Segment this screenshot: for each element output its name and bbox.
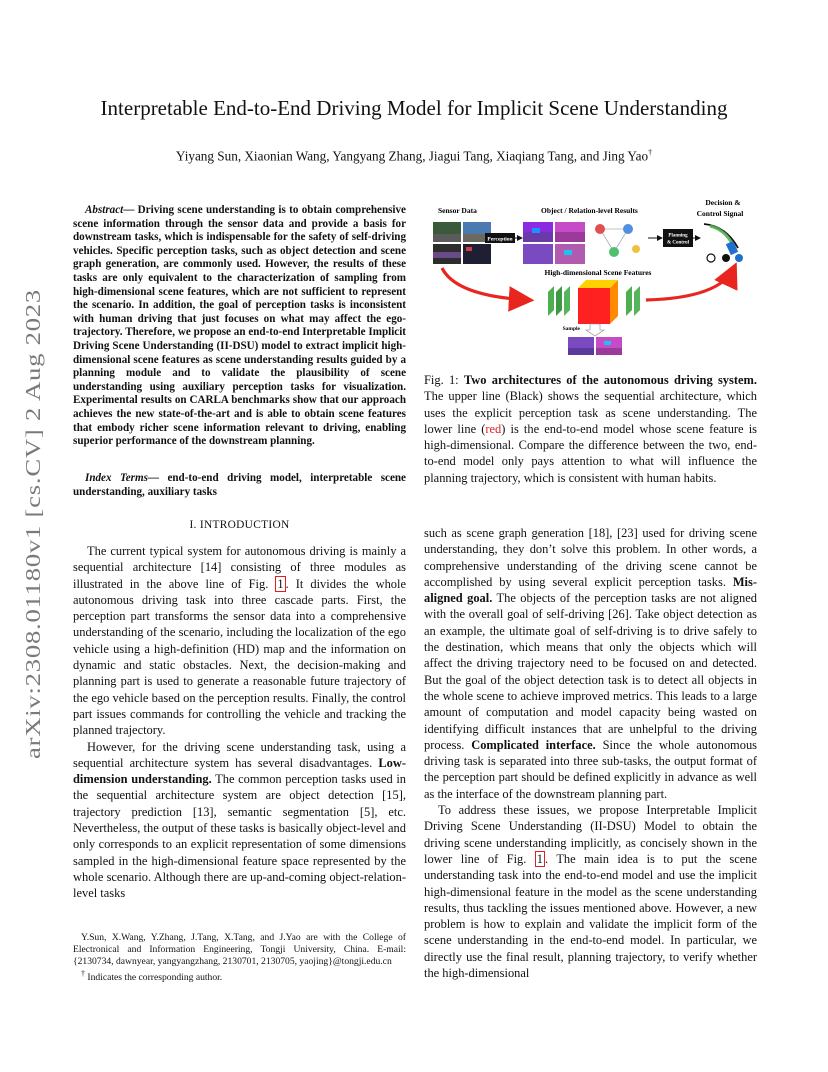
caption-red-word: red <box>485 421 502 436</box>
intro-right-paragraph-1 <box>424 525 757 802</box>
paper-title: Interpretable End-to-End Driving Model for Implicit Scene Understanding <box>100 96 728 120</box>
steering-wheel-icon <box>707 254 715 262</box>
section-first-letter: I <box>199 519 204 531</box>
index-terms-label: Index Terms <box>85 472 148 484</box>
index-terms-text: end-to-end driving model, interpretable scene understanding, auxiliary tasks <box>73 472 406 498</box>
section-heading-introduction <box>73 519 406 531</box>
figure-1-caption <box>424 372 757 486</box>
footnote <box>73 932 406 984</box>
introduction-left-column <box>73 543 406 902</box>
sensor-images <box>433 222 491 264</box>
red-arrow-in <box>442 268 528 300</box>
planning-box-line2: & Control <box>667 240 689 246</box>
decision-label-line1: Decision & <box>705 198 741 207</box>
sample-images <box>568 337 622 355</box>
authors-text: Yiyang Sun, Xiaonian Wang, Yangyang Zhang, Jiagui Tang, Xiaqiang Tang, and Jing Yao <box>175 148 649 164</box>
section-number: I. <box>189 519 200 531</box>
sample-label: Sample <box>562 326 580 332</box>
footnote-corresponding-text: Indicates the corresponding author. <box>85 972 223 984</box>
architecture-diagram <box>428 196 758 368</box>
throttle-icon <box>735 254 743 262</box>
feature-cube <box>578 280 618 324</box>
caption-bold: Two architectures of the autonomous driving system. <box>463 373 757 387</box>
intro-p1-text-a: The current typical system for autonomous driving is mainly a sequential architecture [14] consisting of three modules as illustrated in the above line of Fig. <box>73 544 406 591</box>
misaligned-goal-heading: Mis-aligned goal. <box>424 574 757 606</box>
decision-label-line2: Control Signal <box>696 209 744 218</box>
red-arrow-out <box>646 268 734 300</box>
intro-right-p2-text-a: To address these issues, we propose Interpretable Implicit Driving Scene Understanding (II-DSU) Model to obtain the driving scene understanding implicitly, as concisely shown in the lower line of Fig. <box>424 803 757 866</box>
feature-blocks-right <box>626 286 640 316</box>
intro-right-p2-text-b: . The main idea is to put the scene understanding task into the end-to-end model and use the implicit high-dimensional feature in the model as the scene understanding results, thus tackling the issues mentioned above. However, a new problem is how to explain and validate the implicit form of the scene understanding in the end-to-end model. In particular, we directly use the final result, planning trajectory, to verify whether the high-dimensional <box>424 851 758 981</box>
object-results-images <box>523 222 585 264</box>
complicated-interface-heading: Complicated interface. <box>471 737 596 752</box>
footnote-dagger: † <box>81 969 85 978</box>
low-dimension-heading: Low-dimension understanding. <box>73 755 406 787</box>
sensor-data-label: Sensor Data <box>438 206 477 215</box>
abstract-text: Driving scene understanding is to obtain comprehensive scene information through the sensor data and provide a basis for downstream tasks, which is indispensable for the safety of self-driving vehicles. Specific perception tasks, such as object detection and scene graph generation, are commonly used. However, the results of these tasks are only equivalent to the characterization of sampling from high-dimensional scene features, which are not sufficient to represent the scenario. In addition, the goal of perception tasks is inconsistent with human driving that just focuses on what may affect the ego-trajectory. Therefore, we propose an end-to-end Interpretable Implicit Driving Scene Understanding (II-DSU) model to extract implicit high-dimensional scene features as scene understanding results guided by a planning module and to validate the plausibility of scene understanding using auxiliary perception tasks for visualization. Experimental results on CARLA benchmarks show that our approach achieves the new state-of-the-art and is able to obtain scene features that embody richer scene information relevant to driving, enabling superior performance of the downstream planning. <box>73 204 406 448</box>
caption-text-b: ) is the end-to-end model whose scene feature is high-dimensional. Compare the difference between the two, end-to-end model only pays attention to what will influence the planning trajectory, which is consistent with human habits. <box>424 421 757 485</box>
footnote-corresponding <box>73 968 406 984</box>
arxiv-sidebar-stamp <box>6 287 58 762</box>
figure-1-reference-link-2[interactable]: 1 <box>536 851 544 866</box>
planning-box-line1: Planning <box>668 233 688 239</box>
corresponding-mark: † <box>648 148 653 157</box>
intro-right-p1-text-a: such as scene graph generation [18], [23] used for driving scene understanding, they don’t solve this problem. In other words, a comprehensive understanding of the driving scene cannot be accomplished by using several explicit perception tasks. <box>424 526 757 589</box>
control-signal-icons <box>704 224 743 262</box>
figure-1 <box>428 196 758 368</box>
abstract: Abstract— Driving scene understanding is to obtain comprehensive scene information through the sensor data and provide a basis for downstream tasks, which is indispensable for the safety of self-driving vehicles. Specific perception tasks, such as object detection and scene graph generation, are commonly used. However, the results of these tasks are only equivalent to the characterization of sampling from high-dimensional scene features, which are not sufficient to represent the scenario. In addition, the goal of perception tasks is inconsistent with human driving that just focuses on what may affect the ego-trajectory. Therefore, we propose an end-to-end Interpretable Implicit Driving Scene Understanding (II-DSU) model to extract implicit high-dimensional scene features as scene understanding results guided by a planning module and to validate the plausibility of scene understanding using auxiliary perception tasks for visualization. Experimental results on CARLA benchmarks show that our approach achieves the new state-of-the-art and is able to obtain scene features that embody richer scene information relevant to driving, enabling superior performance of the downstream planning. <box>73 204 406 448</box>
figure-1-reference-link[interactable]: 1 <box>277 576 284 591</box>
caption-text-a: The upper line (Black) shows the sequential architecture, which uses the explicit perception task as scene understanding. The lower line ( <box>424 389 757 436</box>
author-list <box>60 144 768 165</box>
index-terms: Index Terms— end-to-end driving model, interpretable scene understanding, auxiliary tasks <box>73 472 406 498</box>
relation-graph <box>595 224 640 257</box>
intro-p2-text-b: The common perception tasks used in the sequential architecture system are object detection [15], trajectory prediction [13], semantic segmentation [5], etc. Nevertheless, the output of these tasks is basically object-level and only corresponds to an explicit representation of some dimensions sampled in the high-dimensional feature space represented by the whole scenario. Although there are up-and-coming object-relation-level tasks <box>73 772 406 901</box>
feature-blocks-left <box>548 286 570 316</box>
caption-label: Fig. 1: <box>424 373 464 387</box>
footnote-affiliation: Y.Sun, X.Wang, Y.Zhang, J.Tang, X.Tang, and J.Yao are with the College of Electronical and Information Engineering, Tongji University, China. E-mail: {2130734, dawnyear, yangyangzhang, 2130701, 2130705, yaojing}@tongji.edu.cn <box>73 932 406 967</box>
intro-p2-text-a: However, for the driving scene understanding task, using a sequential architecture system has several disadvantages. <box>73 739 406 770</box>
brake-pedal-icon <box>722 254 730 262</box>
high-dimensional-label: High-dimensional Scene Features <box>544 268 652 277</box>
intro-right-p1-text-c: Since the whole autonomous driving task is separated into three sub-tasks, the output format of the perception part should be defined explicitly in advance as well as the interface of the downstream planning part. <box>424 737 757 801</box>
arxiv-id: arXiv:2308.01180v1 [cs.CV] 2 Aug 2023 <box>21 388 45 759</box>
intro-p1-text-b: . It divides the whole autonomous driving task into three cascade parts. First, the perception part transforms the sensor data into a comprehensive understanding of the scenario, including the localization of the ego vehicle using a high-definition (HD) map and the information on dynamic and static obstacles. Next, the decision-making and planning part is used to generate a reasonable future trajectory of the ego vehicle based on the perception results. Finally, the control part issues commands for controlling the vehicle and tracking the planned trajectory. <box>73 576 406 738</box>
introduction-right-column <box>424 525 757 981</box>
object-relation-label: Object / Relation-level Results <box>541 206 638 215</box>
abstract-label: Abstract <box>85 204 124 216</box>
perception-box-label: Perception <box>487 236 513 243</box>
intro-right-paragraph-2 <box>424 802 757 981</box>
intro-right-p1-text-b: The objects of the perception tasks are not aligned with the overall goal of self-driving [26]. Take object detection as an example, the ultimate goal of self-driving is to drive safely to the destination, which means that only the objects which will affect the driving trajectory need to be focused on and detected. But the goal of the object detection task is to detect all objects in the whole scene to achieve improved metrics. This leads to a large amount of computation and model capacity being wasted on identifying difficult instances that are unhelpful to the driving process. <box>424 591 757 752</box>
section-rest: NTRODUCTION <box>203 519 290 531</box>
intro-paragraph-1 <box>73 543 406 739</box>
intro-paragraph-2 <box>73 739 406 902</box>
